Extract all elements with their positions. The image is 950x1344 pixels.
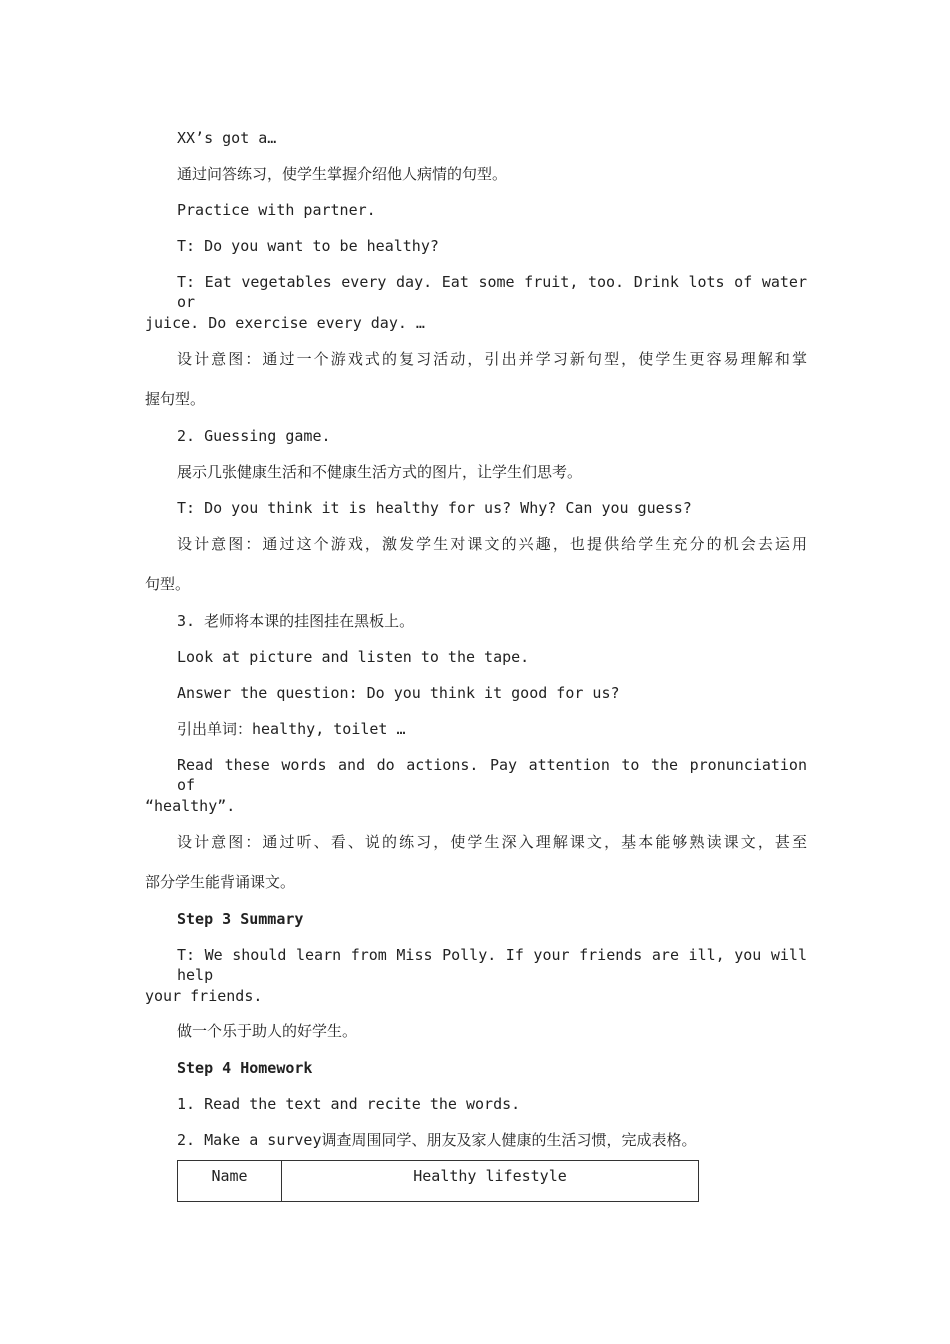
text-line: 1. Read the text and recite the words. (177, 1095, 521, 1113)
table-header-cell: Healthy lifestyle (282, 1161, 699, 1202)
text-line: 2. Make a survey调查周围同学、朋友及家人健康的生活习惯，完成表格。 (177, 1131, 697, 1149)
text-line: 部分学生能背诵课文。 (145, 873, 296, 891)
text-line: 做一个乐于助人的好学生。 (177, 1022, 358, 1040)
text-line: juice. Do exercise every day. … (145, 314, 425, 332)
text-line: your friends. (145, 987, 263, 1005)
text-line: 设计意图：通过一个游戏式的复习活动，引出并学习新句型，使学生更容易理解和掌 (177, 350, 807, 368)
text-line: 设计意图：通过这个游戏，激发学生对课文的兴趣，也提供给学生充分的机会去运用 (177, 535, 807, 553)
text-line: 3. 老师将本课的挂图挂在黑板上。 (177, 612, 415, 630)
text-line: XX’s got a… (177, 129, 277, 147)
section-heading: Step 3 Summary (177, 910, 304, 928)
text-line: “healthy”. (145, 797, 236, 815)
survey-table (177, 1160, 699, 1202)
text-line: 句型。 (145, 575, 191, 593)
table-row (178, 1161, 699, 1202)
text-line: Practice with partner. (177, 201, 376, 219)
text-line: T: Do you want to be healthy? (177, 237, 439, 255)
text-line: 握句型。 (145, 390, 206, 408)
text-line: Answer the question: Do you think it good for us? (177, 684, 620, 702)
text-line: T: Do you think it is healthy for us? Why? Can you guess? (177, 499, 692, 517)
text-line: T: Eat vegetables every day. Eat some fruit, too. Drink lots of water or (177, 273, 807, 311)
section-heading: Step 4 Homework (177, 1059, 313, 1077)
text-line: Look at picture and listen to the tape. (177, 648, 530, 666)
table-header-cell: Name (178, 1161, 282, 1202)
text-line: 引出单词：healthy, toilet … (177, 720, 406, 738)
text-line: 展示几张健康生活和不健康生活方式的图片，让学生们思考。 (177, 463, 583, 481)
text-line: Read these words and do actions. Pay attention to the pronunciation of (177, 756, 807, 794)
text-line: 设计意图：通过听、看、说的练习，使学生深入理解课文，基本能够熟读课文，甚至 (177, 833, 807, 851)
text-line: 2. Guessing game. (177, 427, 331, 445)
text-line: T: We should learn from Miss Polly. If your friends are ill, you will help (177, 946, 807, 984)
text-line: 通过问答练习，使学生掌握介绍他人病情的句型。 (177, 165, 508, 183)
